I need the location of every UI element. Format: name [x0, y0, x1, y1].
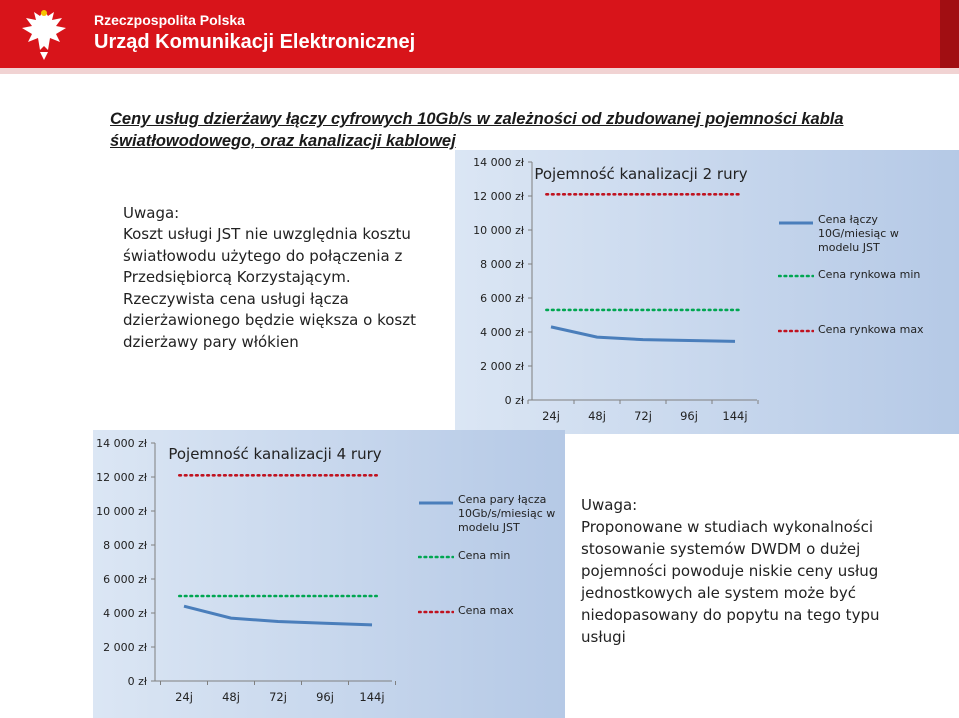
chart-top-title: Pojemność kanalizacji 2 rury [534, 165, 748, 183]
chart-top-legend-swatch-0 [778, 220, 814, 226]
note-bottom-heading: Uwaga: [581, 496, 638, 514]
chart-bottom-x-tick-label: 24j [175, 690, 193, 704]
chart-top-x-tick-label: 96j [680, 409, 698, 423]
page-title: Ceny usług dzierżawy łączy cyfrowych 10Gb/s w zależności od zbudowanej pojemności kabla światłowodowego, oraz kanalizacji kablowej [110, 110, 844, 150]
chart-bottom-legend-swatch-1 [418, 554, 454, 560]
chart-bottom-legend-label-2: Cena max [458, 604, 514, 617]
chart-bottom-y-tick-label: 14 000 zł [96, 437, 147, 450]
chart-top-y-tick-label: 4 000 zł [480, 326, 524, 339]
chart-bottom-y-tick-label: 12 000 zł [96, 471, 147, 484]
header-office-name: Urząd Komunikacji Elektronicznej [94, 31, 416, 53]
chart-top-y-tick-label: 10 000 zł [473, 224, 524, 237]
chart-bottom-title: Pojemność kanalizacji 4 rury [168, 445, 382, 463]
note-top-body: Koszt usługi JST nie uwzględnia kosztu światłowodu użytego do połączenia z Przedsiębiorcą Korzystającym. Rzeczywista cena usługi łącza dzierżawionego będzie większa o koszt dzierżawy pary włókien [123, 225, 416, 351]
chart-bottom-y-tick-label: 8 000 zł [103, 539, 147, 552]
note-bottom [581, 494, 911, 648]
chart-top-legend-swatch-1 [778, 273, 814, 279]
chart-top-y-tick-label: 8 000 zł [480, 258, 524, 271]
chart-bottom-y-tick-label: 6 000 zł [103, 573, 147, 586]
chart-bottom-legend-label-0: Cena pary łącza 10Gb/s/miesiąc w modelu JST [458, 493, 556, 534]
note-top-heading: Uwaga: [123, 204, 180, 222]
chart-bottom-y-tick-label: 2 000 zł [103, 641, 147, 654]
header-country: Rzeczpospolita Polska [94, 12, 245, 28]
chart-top-x-tick-label: 24j [542, 409, 560, 423]
chart-top-y-tick-label: 12 000 zł [473, 190, 524, 203]
chart-top-y-tick-label: 6 000 zł [480, 292, 524, 305]
chart-top-x-tick-label: 144j [722, 409, 748, 423]
chart-bottom-legend-swatch-0 [418, 500, 454, 506]
chart-top-y-tick-label: 2 000 zł [480, 360, 524, 373]
chart-bottom-y-tick-label: 10 000 zł [96, 505, 147, 518]
chart-bottom-x-tick-label: 72j [269, 690, 287, 704]
chart-top-legend-label-1: Cena rynkowa min [818, 268, 921, 281]
chart-top-legend-label-2: Cena rynkowa max [818, 323, 924, 336]
chart-bottom-series-0-line [184, 606, 372, 625]
chart-bottom-legend-swatch-2 [418, 609, 454, 615]
chart-top-x-tick-label: 72j [634, 409, 652, 423]
chart-bottom-legend-label-1: Cena min [458, 549, 511, 562]
chart-bottom-y-tick-label: 0 zł [127, 675, 147, 688]
chart-bottom-x-tick-label: 48j [222, 690, 240, 704]
chart-bottom-y-tick-label: 4 000 zł [103, 607, 147, 620]
note-bottom-body: Proponowane w studiach wykonalności stosowanie systemów DWDM o dużej pojemności powoduje niskie ceny usług jednostkowych ale system może być niedopasowany do popytu na tego typu usługi [581, 518, 880, 646]
chart-bottom-x-tick-label: 96j [316, 690, 334, 704]
chart-top-legend-swatch-2 [778, 328, 814, 334]
chart-top-x-tick-label: 48j [588, 409, 606, 423]
chart-top-legend-label-0: Cena łączy 10G/miesiąc w modelu JST [818, 213, 899, 254]
chart-bottom-x-tick-label: 144j [359, 690, 385, 704]
chart-top-y-tick-label: 14 000 zł [473, 156, 524, 169]
chart-top-y-tick-label: 0 zł [504, 394, 524, 407]
